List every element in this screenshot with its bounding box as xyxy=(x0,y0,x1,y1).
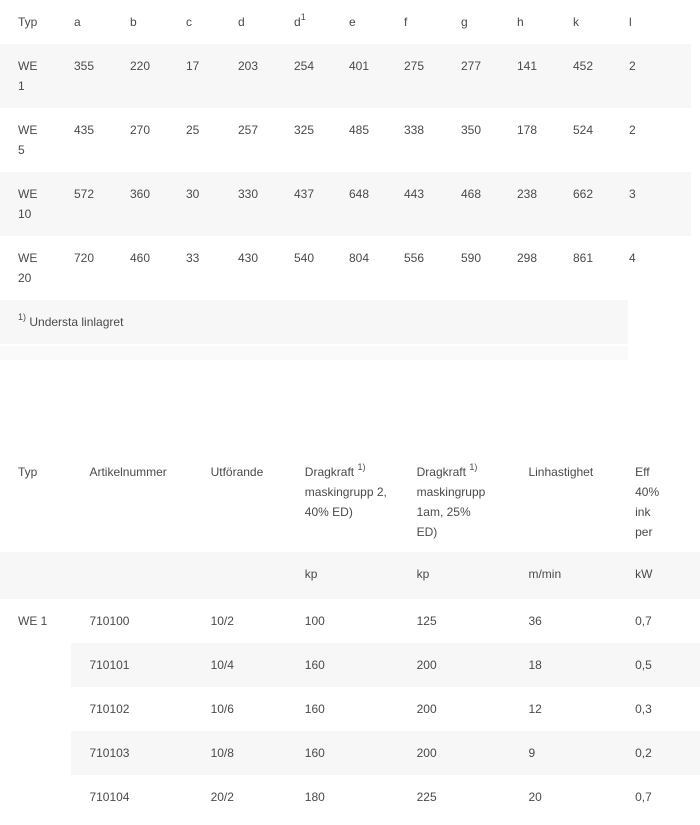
cell-typ-line2: 1 xyxy=(18,79,25,93)
cell-typ xyxy=(0,172,56,236)
spec-cell: 0,2 xyxy=(617,731,700,775)
header-d1 xyxy=(276,0,331,44)
spec-header-drag1 xyxy=(287,452,399,552)
dimensions-footnote xyxy=(0,300,628,344)
cell-typ-line1: WE xyxy=(18,123,38,137)
spec-cell: 710103 xyxy=(71,731,192,775)
spec-cell: 20/2 xyxy=(210,790,234,804)
header-b: b xyxy=(130,15,137,29)
spec-cell: 710101 xyxy=(71,643,192,687)
cell-value: 338 xyxy=(404,123,425,137)
spec-row xyxy=(0,643,700,687)
spec-cell-typ xyxy=(0,775,71,819)
spec-cell: 100 xyxy=(304,614,325,628)
cell-value: 401 xyxy=(349,59,370,73)
cell-typ-line1: WE xyxy=(18,251,38,265)
spec-cell-typ: WE 1 xyxy=(0,599,71,643)
drag2-rest: maskingrupp 1am, 25% ED) xyxy=(416,485,486,539)
spec-cell: 180 xyxy=(304,790,325,804)
spec-cell: 9 xyxy=(510,731,617,775)
header-typ: Typ xyxy=(18,15,38,29)
spec-cell: 10/8 xyxy=(193,731,287,775)
spec-cell: 710100 xyxy=(89,614,130,628)
cell-value: 298 xyxy=(517,251,538,265)
spec-units-row xyxy=(0,552,700,599)
drag1-label: Dragkraft xyxy=(304,465,355,479)
spec-cell: 10/2 xyxy=(210,614,234,628)
header-d1-sup: 1 xyxy=(300,12,306,22)
dimensions-row xyxy=(0,44,691,108)
spec-cell: 20 xyxy=(528,790,542,804)
cell-value: 30 xyxy=(186,187,200,201)
cell-value: 350 xyxy=(461,123,482,137)
spec-cell: 0,5 xyxy=(617,643,700,687)
cell-value: 460 xyxy=(130,251,151,265)
spec-row xyxy=(0,599,700,643)
cell-typ-line2: 20 xyxy=(18,271,32,285)
cell-value: 2 xyxy=(629,123,636,137)
cell-value: 452 xyxy=(573,59,594,73)
spec-header-utforande: Utförande xyxy=(210,465,264,479)
cell-value: 468 xyxy=(461,187,482,201)
cell-typ-line1: WE xyxy=(18,187,38,201)
spec-cell: 10/4 xyxy=(193,643,287,687)
cell-typ-line2: 5 xyxy=(18,143,25,157)
header-l: l xyxy=(629,15,632,29)
drag1-sup: 1) xyxy=(357,462,366,472)
cell-value: 238 xyxy=(517,187,538,201)
dimensions-header-row xyxy=(0,0,691,44)
spec-header-typ: Typ xyxy=(18,465,38,479)
cell-value: 257 xyxy=(238,123,259,137)
cell-typ-line2: 10 xyxy=(18,207,32,221)
footnote-label: Understa linlagret xyxy=(29,315,124,329)
spec-cell: 0,7 xyxy=(635,790,652,804)
cell-value: 804 xyxy=(349,251,370,265)
cell-value: 556 xyxy=(404,251,425,265)
section-divider xyxy=(0,346,628,360)
spec-cell: 0,3 xyxy=(635,702,652,716)
cell-value: 443 xyxy=(404,187,425,201)
cell-value: 648 xyxy=(349,187,370,201)
cell-value: 430 xyxy=(238,251,259,265)
cell-typ-line1: WE xyxy=(18,59,38,73)
cell-value: 325 xyxy=(294,123,315,137)
header-h: h xyxy=(517,15,524,29)
cell-value: 254 xyxy=(294,59,315,73)
header-c: c xyxy=(186,15,192,29)
dimensions-body xyxy=(0,44,691,300)
dimensions-row xyxy=(0,172,691,236)
spec-cell: 160 xyxy=(304,702,325,716)
spec-cell: 160 xyxy=(287,643,399,687)
spec-cell: 200 xyxy=(416,702,437,716)
spec-table xyxy=(0,452,700,819)
cell-value: 270 xyxy=(130,123,151,137)
cell-value: 3 xyxy=(629,187,636,201)
dimensions-row xyxy=(0,236,691,300)
units-cell: kp xyxy=(416,567,430,581)
cell-value: 360 xyxy=(130,187,151,201)
spec-cell-typ xyxy=(0,687,71,731)
cell-value: 435 xyxy=(74,123,95,137)
spec-cell-typ xyxy=(0,643,71,687)
spec-row xyxy=(0,731,700,775)
cell-value: 220 xyxy=(130,59,151,73)
drag1-rest: maskingrupp 2, 40% ED) xyxy=(304,485,387,519)
dimensions-row xyxy=(0,108,691,172)
cell-value: 720 xyxy=(74,251,95,265)
cell-value: 485 xyxy=(349,123,370,137)
header-f: f xyxy=(404,15,408,29)
cell-value: 17 xyxy=(186,59,200,73)
units-blank xyxy=(0,552,71,599)
drag2-sup: 1) xyxy=(469,462,478,472)
cell-value: 572 xyxy=(74,187,95,201)
cell-value: 178 xyxy=(517,123,538,137)
cell-value: 590 xyxy=(461,251,482,265)
spec-cell: 160 xyxy=(287,731,399,775)
spec-header-linhast: Linhastighet xyxy=(528,465,594,479)
spec-header-row xyxy=(0,452,700,552)
header-k: k xyxy=(573,15,579,29)
header-g: g xyxy=(461,15,468,29)
spec-cell: 200 xyxy=(399,643,511,687)
units-blank xyxy=(193,552,287,599)
cell-typ xyxy=(0,236,56,300)
drag2-label: Dragkraft xyxy=(416,465,466,479)
cell-value: 861 xyxy=(573,251,594,265)
cell-value: 524 xyxy=(573,123,594,137)
units-cell: kW xyxy=(635,567,653,581)
header-e: e xyxy=(349,15,356,29)
spec-row xyxy=(0,775,700,819)
cell-value: 4 xyxy=(629,251,636,265)
spec-cell: 710102 xyxy=(89,702,130,716)
spec-cell: 225 xyxy=(416,790,437,804)
footnote-text xyxy=(18,312,123,332)
cell-value: 25 xyxy=(186,123,200,137)
spec-header-drag2 xyxy=(399,452,511,552)
units-blank xyxy=(71,552,192,599)
units-cell: m/min xyxy=(528,567,562,581)
cell-value: 203 xyxy=(238,59,259,73)
spec-header-artikel: Artikelnummer xyxy=(89,465,167,479)
cell-value: 33 xyxy=(186,251,200,265)
cell-value: 2 xyxy=(629,59,636,73)
spec-cell: 10/6 xyxy=(210,702,234,716)
cell-typ xyxy=(0,44,56,108)
spec-cell: 0,7 xyxy=(635,614,652,628)
cell-typ xyxy=(0,108,56,172)
spec-cell: 125 xyxy=(416,614,437,628)
header-d1-label: d xyxy=(294,15,301,29)
dimensions-table xyxy=(0,0,691,44)
spec-cell: 36 xyxy=(528,614,542,628)
cell-value: 540 xyxy=(294,251,315,265)
cell-value: 437 xyxy=(294,187,315,201)
spec-cell: 18 xyxy=(510,643,617,687)
units-cell: kp xyxy=(304,567,318,581)
spec-cell-typ xyxy=(0,731,71,775)
cell-value: 141 xyxy=(517,59,538,73)
cell-value: 662 xyxy=(573,187,594,201)
footnote-sup: 1) xyxy=(18,312,27,322)
spec-row xyxy=(0,687,700,731)
cell-value: 330 xyxy=(238,187,259,201)
header-d: d xyxy=(238,15,245,29)
cell-value: 355 xyxy=(74,59,95,73)
spec-header-eff: Eff 40% ink per xyxy=(635,465,660,539)
spec-cell: 200 xyxy=(399,731,511,775)
spec-cell: 710104 xyxy=(89,790,130,804)
cell-value: 277 xyxy=(461,59,482,73)
cell-value: 275 xyxy=(404,59,425,73)
spec-cell: 12 xyxy=(528,702,542,716)
header-a: a xyxy=(74,15,81,29)
